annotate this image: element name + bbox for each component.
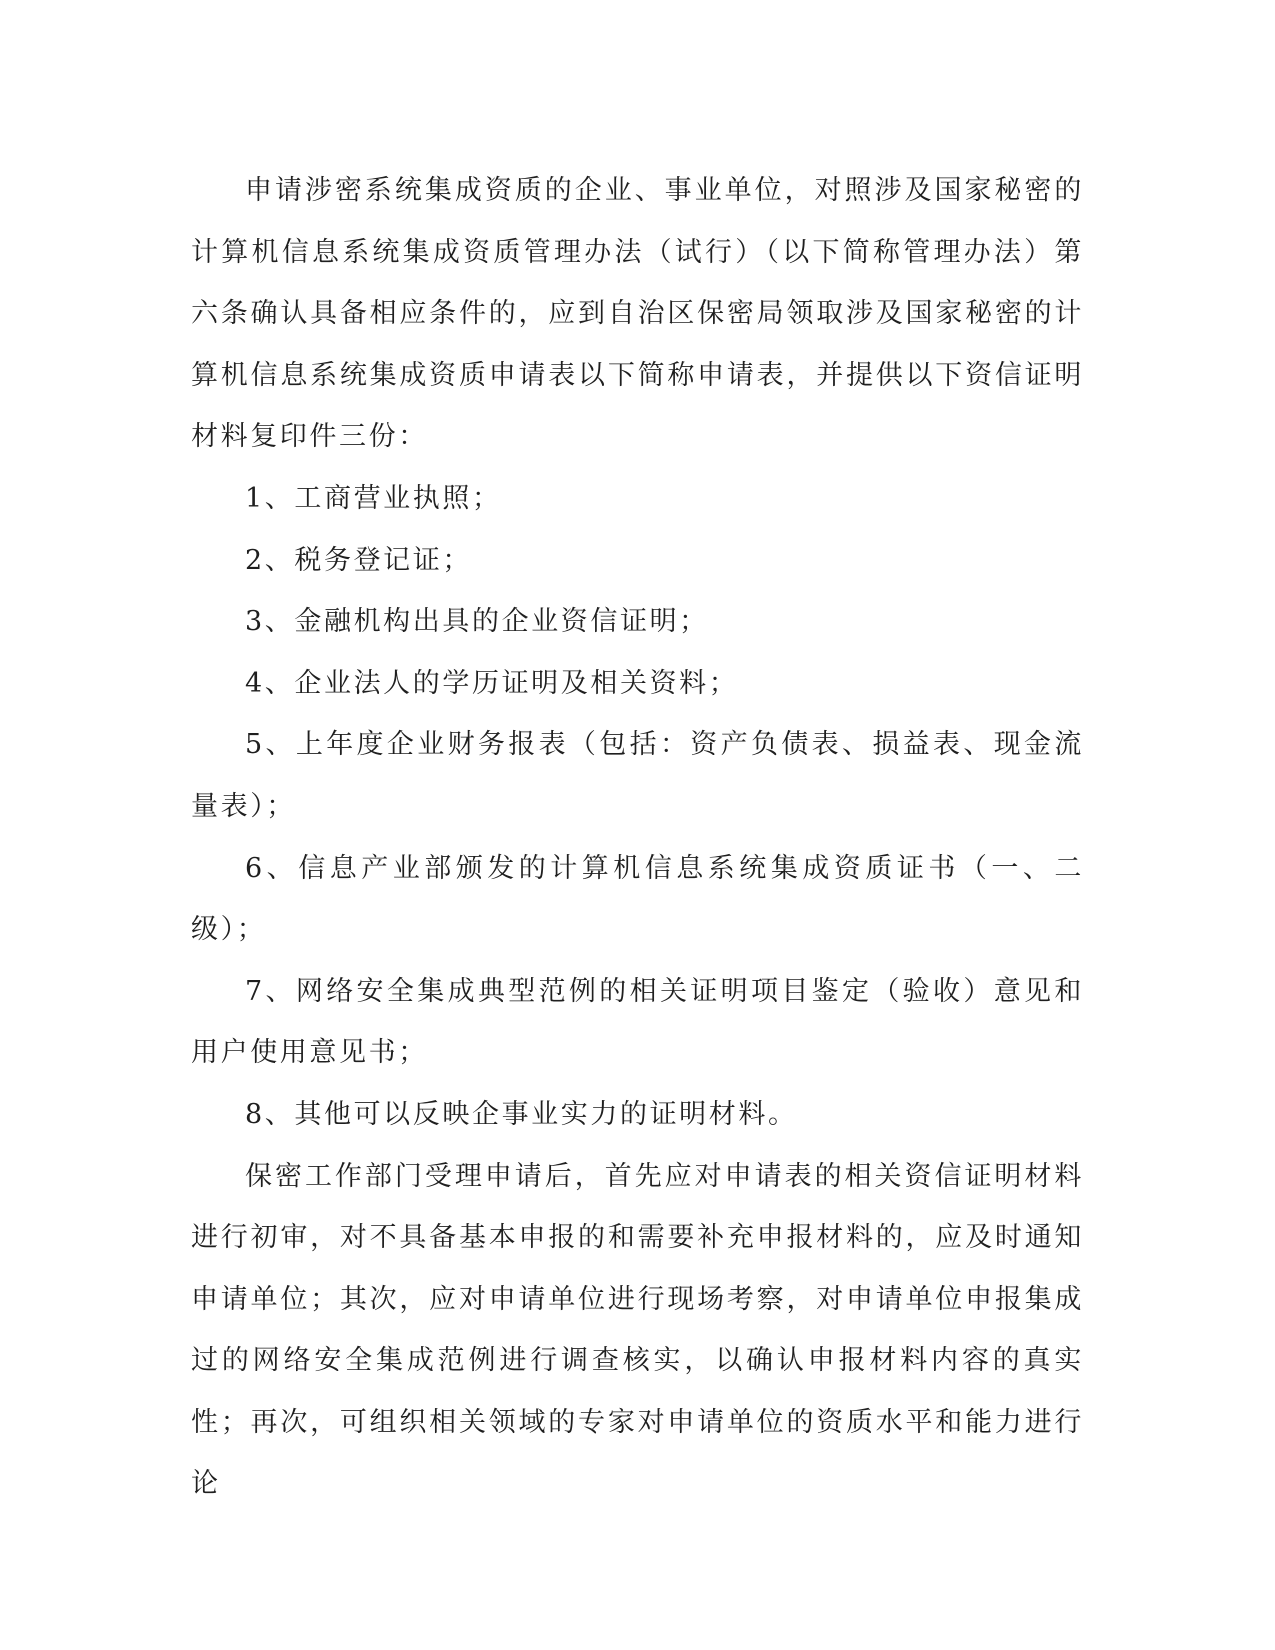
list-item-2: 2、税务登记证； bbox=[245, 544, 472, 576]
document-body bbox=[191, 160, 1084, 1515]
paragraph-intro: 申请涉密系统集成资质的企业、事业单位，对照涉及国家秘密的计算机信息系统集成资质管理办法（试行）（以下简称管理办法）第六条确认具备相应条件的，应到自治区保密局领取涉及国家秘密的计算机信息系统集成资质申请表以下简称申请表，并提供以下资信证明材料复印件三份： bbox=[191, 175, 1084, 453]
paragraph-review-process: 保密工作部门受理申请后，首先应对申请表的相关资信证明材料进行初审，对不具备基本申报的和需要补充申报材料的，应及时通知申请单位；其次，应对申请单位进行现场考察，对申请单位申报集成过的网络安全集成范例进行调查核实，以确认申报材料内容的真实性；再次，可组织相关领域的专家对申请单位的资质水平和能力进行论 bbox=[191, 1160, 1084, 1500]
list-item-8: 8、其他可以反映企事业实力的证明材料。 bbox=[245, 1098, 798, 1130]
list-item-6: 6、信息产业部颁发的计算机信息系统集成资质证书（一、二级）； bbox=[191, 852, 1084, 946]
list-item-4: 4、企业法人的学历证明及相关资料； bbox=[245, 667, 739, 699]
list-item-1: 1、工商营业执照； bbox=[245, 482, 502, 514]
list-item-3: 3、金融机构出具的企业资信证明； bbox=[245, 606, 709, 638]
list-item-7: 7、网络安全集成典型范例的相关证明项目鉴定（验收）意见和用户使用意见书； bbox=[191, 975, 1084, 1069]
list-item-5: 5、上年度企业财务报表（包括：资产负债表、损益表、现金流量表）； bbox=[191, 729, 1084, 822]
